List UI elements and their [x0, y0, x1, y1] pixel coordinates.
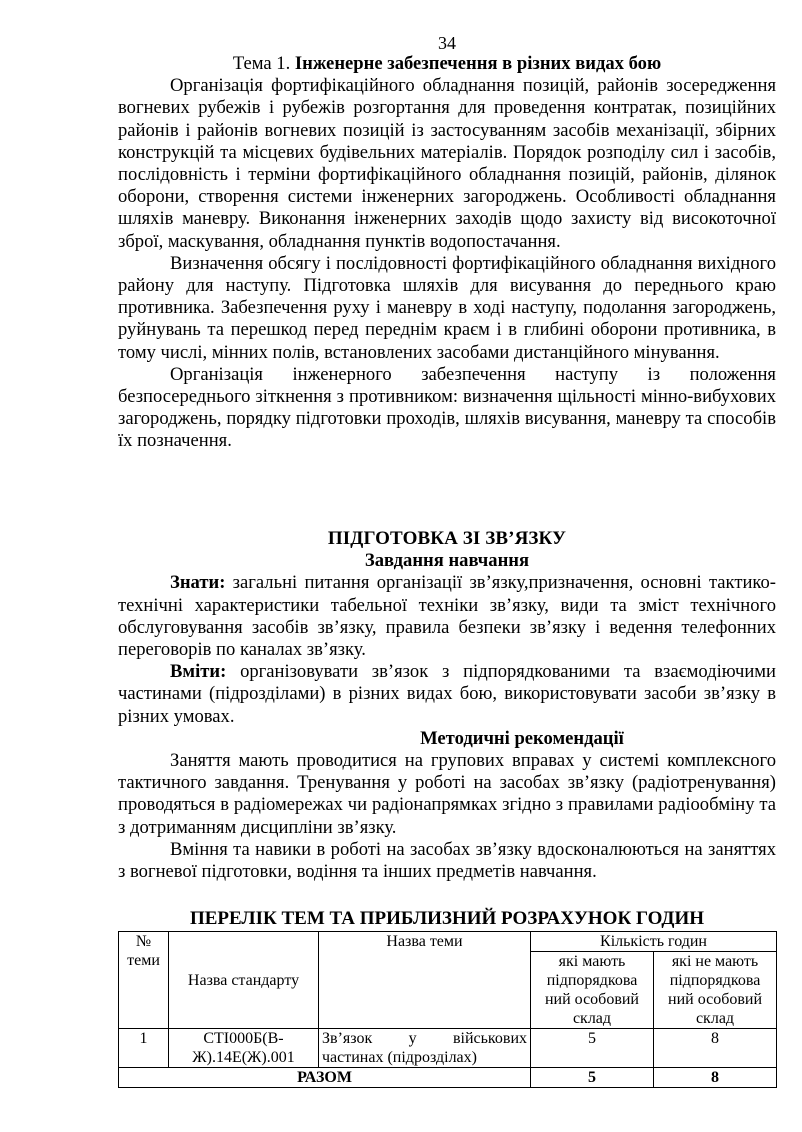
- header-num: № теми: [119, 932, 169, 1029]
- header-hours: Кількість годин: [531, 932, 777, 952]
- header-topic: Назва теми: [319, 932, 531, 1029]
- method-paragraph-2: Вміння та навики в роботі на засобах зв’язку вдосконалюються на заняттях з вогневої підготовки, водіння та інших предметів навчання.: [118, 838, 776, 883]
- header-with-staff: які мають підпорядкова ний особовий склад: [531, 952, 654, 1029]
- total-without-staff: 8: [654, 1068, 777, 1088]
- able-label: Вміти:: [170, 661, 227, 683]
- topic-heading: [118, 53, 776, 75]
- total-row: [119, 1068, 777, 1088]
- able-text: організовувати зв’язок з підпорядкованими та взаємодіючими частинами (підрозділами) в різних видах бою, використовувати засоби зв’язку в різних умовах.: [118, 661, 776, 727]
- communications-section: [118, 528, 776, 883]
- table-row: [119, 1029, 777, 1068]
- topic-prefix: Тема 1.: [232, 53, 291, 74]
- know-text: загальні питання організації зв’язку,призначення, основні тактико-технічні характеристики табельної техніки зв’язку, види та зміст технічного обслуговування засобів зв’язку, правила безпеки зв’язку і ведення телефонних переговорів по каналах зв’язку.: [118, 572, 776, 661]
- total-label: РАЗОМ: [119, 1068, 531, 1088]
- tasks-heading: Завдання навчання: [364, 550, 530, 572]
- section-title: ПІДГОТОВКА ЗІ ЗВ’ЯЗКУ: [327, 528, 567, 549]
- method-paragraph-1: Заняття мають проводитися на групових вправах у системі комплексного тактичного завдання. Тренування у роботі на засобах зв’язку (радіотренування) проводяться в радіомережах чи радіонапрямках згідно з правилами радіообміну та з дотриманням дисципліни зв’язку.: [118, 750, 776, 838]
- hours-table: [118, 931, 777, 1088]
- row-standard: СТІ000Б(В-Ж).14Е(Ж).001: [169, 1029, 319, 1068]
- method-heading: Методичні рекомендації: [420, 727, 624, 749]
- topic-section: [118, 53, 776, 453]
- row-with-staff: 5: [531, 1029, 654, 1068]
- page-number: 34: [438, 33, 456, 53]
- able-paragraph: [118, 661, 776, 728]
- row-without-staff: 8: [654, 1029, 777, 1068]
- topic-paragraph-1: Організація фортифікаційного обладнання позицій, районів зосередження вогневих рубежів і рубежів розгортання для проведення контратак, позиційних районів і районів вогневих позицій із застосуванням засобів механізації, збірних конструкцій та місцевих будівельних матеріалів. Порядок розподілу сил і засобів, послідовність і терміни фортифікаційного обладнання позицій, районів, ділянок оборони, створення системи інженерних загороджень. Особливості обладнання шляхів маневру. Виконання інженерних заходів щодо захисту від високоточної зброї, маскування, обладнання пунктів водопостачання.: [118, 75, 776, 252]
- row-num: 1: [119, 1029, 169, 1068]
- topic-paragraph-3: Організація інженерного забезпечення наступу із положення безпосереднього зіткнення з противником: визначення щільності мінно-вибухових загороджень, порядку підготовки проходів, шляхів висування, маневру та способів їх позначення.: [118, 363, 776, 452]
- header-standard: Назва стандарту: [169, 932, 319, 1029]
- topic-paragraph-2: Визначення обсягу і послідовності фортифікаційного обладнання вихідного району для наступу. Підготовка шляхів для висування до переднього краю противника. Забезпечення руху і маневру в ході наступу, подолання загороджень, руйнувань та перешкод перед переднім краєм і в глибині оборони противника, в тому числі, мінних полів, встановлених засобами дистанційного мінування.: [118, 252, 776, 363]
- table-title: ПЕРЕЛІК ТЕМ ТА ПРИБЛИЗНИЙ РОЗРАХУНОК ГОДИН: [189, 908, 705, 929]
- row-topic: Зв’язок у військових частинах (підрозділах): [319, 1029, 531, 1068]
- know-label: Знати:: [170, 572, 226, 594]
- hours-table-section: [118, 908, 776, 1088]
- know-paragraph: [118, 572, 776, 661]
- header-without-staff: які не мають підпорядкова ний особовий склад: [654, 952, 777, 1029]
- topic-title: Інженерне забезпечення в різних видах бою: [294, 53, 662, 74]
- total-with-staff: 5: [531, 1068, 654, 1088]
